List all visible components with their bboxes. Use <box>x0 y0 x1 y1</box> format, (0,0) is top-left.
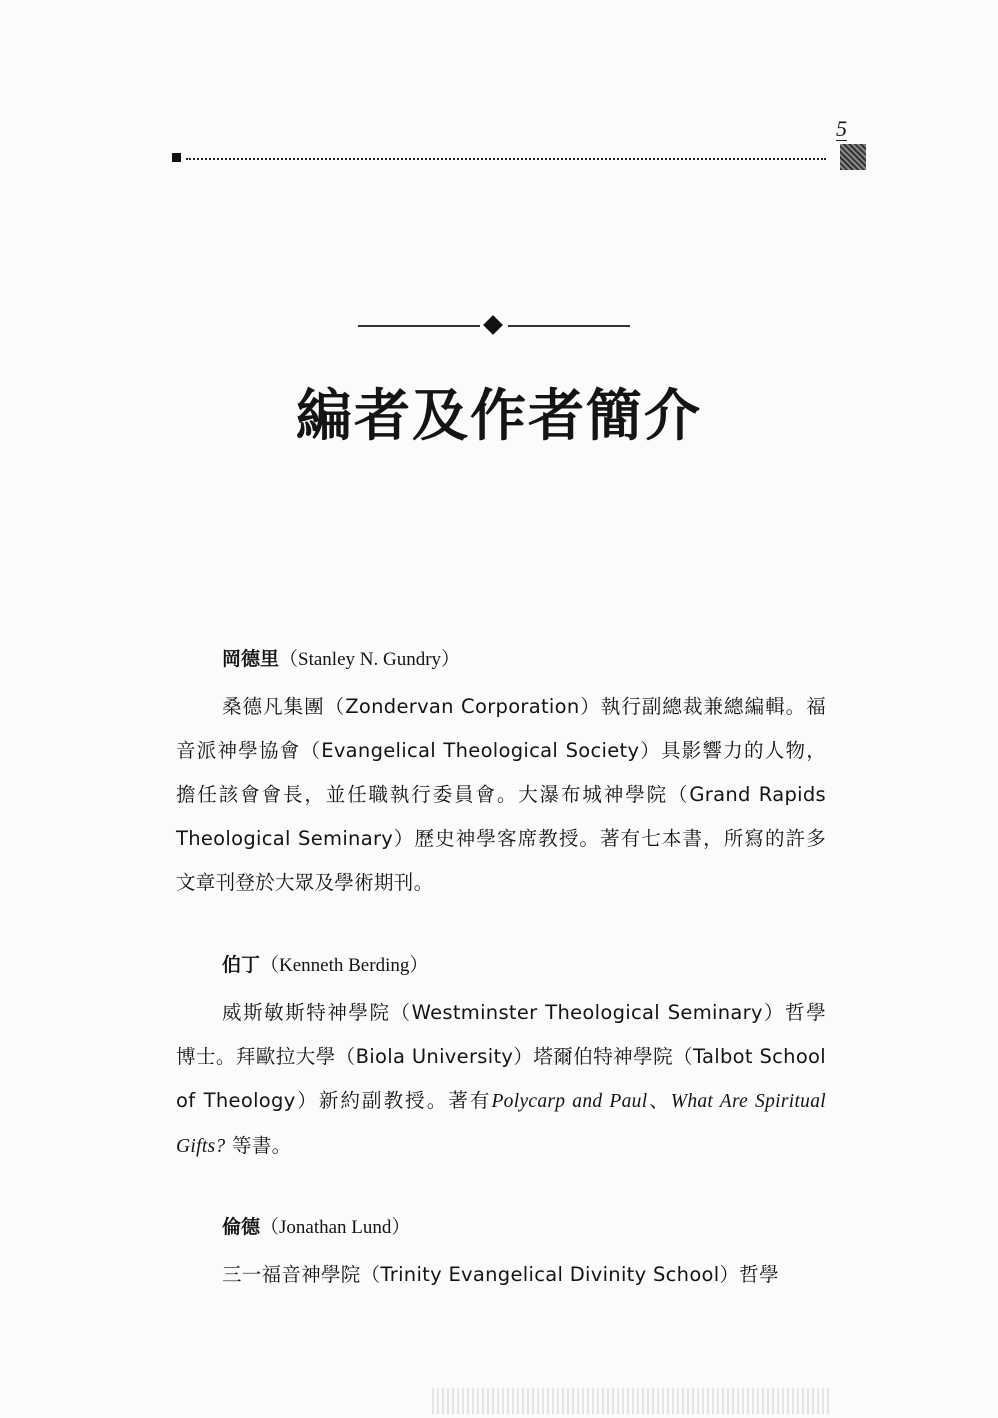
author-name-english: （Jonathan Lund） <box>260 1217 411 1238</box>
book-title: What Are Spiritual Gifts? <box>176 1091 826 1157</box>
author-bio: 桑德凡集團（Zondervan Corporation）執行副總裁兼總編輯。福音派神學協會（Evangelical Theological Society）具影響力的人物，擔任該會會長，並任職執行委員會。大瀑布城神學院（Grand Rapids Theological Seminary）歷史神學客席教授。著有七本書，所寫的許多文章刊登於大眾及學術期刊。 <box>176 695 826 894</box>
author-name <box>222 950 826 981</box>
author-bio: 三一福音神學院（Trinity Evangelical Divinity School）哲學 <box>222 1263 779 1286</box>
diamond-icon <box>483 315 503 335</box>
scan-artifact <box>432 1388 832 1414</box>
author-name-chinese: 倫德 <box>222 1216 261 1238</box>
page-title: 編者及作者簡介 <box>296 383 702 449</box>
author-name-chinese: 岡德里 <box>222 648 280 670</box>
author-entry-lund <box>176 1212 826 1297</box>
author-name <box>222 1212 826 1243</box>
separator: 、 <box>647 1089 671 1112</box>
title-ornament <box>358 315 630 335</box>
author-name-english: （Stanley N. Gundry） <box>279 649 461 670</box>
ornament-right-line <box>508 325 630 327</box>
author-entry-gundry <box>176 644 826 905</box>
author-name-chinese: 伯丁 <box>222 954 261 976</box>
book-title: Polycarp and Paul <box>491 1091 648 1112</box>
author-bio-text: 等書。 <box>225 1134 292 1157</box>
page-number: 5 <box>836 116 847 141</box>
ornament-left-line <box>358 325 480 327</box>
author-name-english: （Kenneth Berding） <box>260 955 429 976</box>
author-entry-berding <box>176 950 826 1169</box>
author-name <box>222 644 826 675</box>
header-rule <box>172 150 828 162</box>
corner-ornament-icon <box>840 144 866 170</box>
author-bio <box>176 991 826 1169</box>
author-bio-text: 威斯敏斯特神學院（Westminster Theological Seminary）哲學博士。拜歐拉大學（Biola University）塔爾伯特神學院（Talbot School of Theology）新約副教授。著有 <box>176 1001 826 1112</box>
header-dotted-line <box>186 158 826 160</box>
header-square-marker <box>172 153 181 162</box>
